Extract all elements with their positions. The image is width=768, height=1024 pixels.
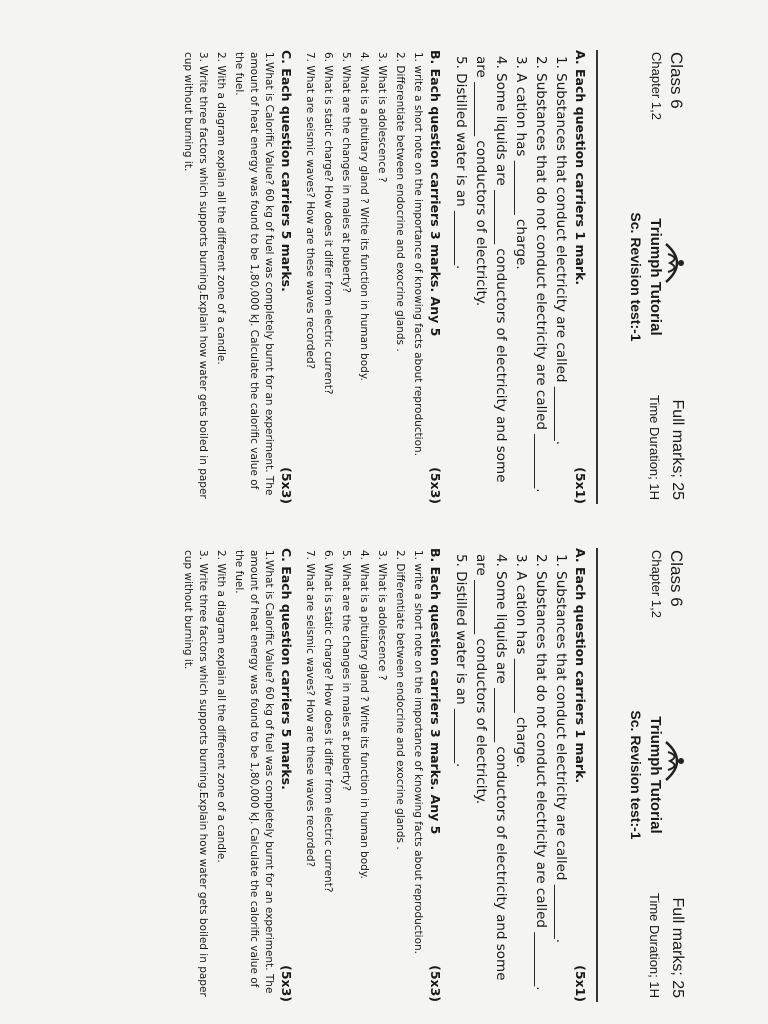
question-item: 1. write a short note on the importance of knowing facts about reproduction.	[412, 52, 424, 456]
section-a-title: A. Each question carriers 1 mark.	[573, 50, 588, 286]
question-item: 2. With a diagram explain all the different zone of a candle.	[215, 550, 227, 863]
section-b-marks: (5x3)	[428, 965, 443, 1002]
question-item: 1. Substances that conduct electricity are called ________.	[553, 554, 569, 944]
section-b-heading	[428, 50, 443, 504]
question-item: 4. What is a pituitary gland ? Write its function in human body.	[358, 550, 370, 879]
section-a-heading	[573, 548, 588, 1002]
class-label: Class 6	[667, 52, 686, 109]
section-a-marks: (5x1)	[573, 965, 588, 1002]
question-item: 2. Substances that do not conduct electricity are called ________.	[533, 554, 549, 991]
section-a-heading	[573, 50, 588, 504]
institute-logo-icon	[662, 240, 690, 286]
section-b-marks: (5x3)	[428, 467, 443, 504]
question-item: 3. Write three factors which supports burning.Explain how water gets boiled in paper cup without burning it.	[182, 550, 209, 997]
question-item: 7. What are seismic waves? How are these waves recorded?	[304, 52, 316, 370]
section-b-heading	[428, 548, 443, 1002]
section-a-marks: (5x1)	[573, 467, 588, 504]
question-item: 7. What are seismic waves? How are these waves recorded?	[304, 550, 316, 868]
question-item: 2. Differentiate between endocrine and exocrine glands .	[394, 550, 406, 850]
question-item: 4. Some liquids are ________ conductors of electricity and some are ________ conductors of electricity.	[473, 554, 509, 981]
question-item: 5. What are the changes in males at puberty?	[340, 550, 352, 791]
question-paper-copy-1	[40, 42, 700, 512]
paper-header	[596, 548, 690, 1002]
full-marks: Full marks; 25	[669, 897, 686, 998]
section-a-questions	[451, 554, 571, 1002]
chapter-label: Chapter 1,2	[649, 550, 664, 618]
question-item: 4. What is a pituitary gland ? Write its function in human body.	[358, 52, 370, 381]
test-title: Sc. Revision test:-1	[628, 710, 644, 840]
section-b-questions	[302, 52, 425, 504]
section-c-questions	[180, 52, 276, 504]
question-item: 1.What is Calorific Value? 60 kg of fuel was completely burnt for an experiment. The amount of heat energy was found to be 1,80,000 kJ. Calculate the calorific value of the fuel.	[233, 52, 275, 496]
question-item: 3. A cation has ________ charge.	[513, 56, 529, 270]
question-item: 3. What is adolescence ?	[376, 52, 388, 183]
question-item: 1.What is Calorific Value? 60 kg of fuel was completely burnt for an experiment. The amount of heat energy was found to be 1,80,000 kJ. Calculate the calorific value of the fuel.	[233, 550, 275, 994]
class-label: Class 6	[667, 550, 686, 607]
section-c-marks: (5x3)	[279, 965, 294, 1002]
question-item: 3. What is adolescence ?	[376, 550, 388, 681]
question-item: 5. What are the changes in males at puberty?	[340, 52, 352, 293]
institute-logo-icon	[662, 738, 690, 784]
question-item: 1. Substances that conduct electricity are called ________.	[553, 56, 569, 446]
section-a-title: A. Each question carriers 1 mark.	[573, 548, 588, 784]
section-b-title: B. Each question carriers 3 marks. Any 5	[428, 50, 443, 337]
institute-name: Triumph Tutorial	[647, 716, 664, 834]
full-marks: Full marks; 25	[669, 399, 686, 500]
section-c-questions	[180, 550, 276, 1002]
section-b-title: B. Each question carriers 3 marks. Any 5	[428, 548, 443, 835]
section-c-heading	[279, 548, 294, 1002]
question-item: 1. write a short note on the importance of knowing facts about reproduction.	[412, 550, 424, 954]
question-item: 3. A cation has ________ charge.	[513, 554, 529, 768]
question-item: 6. What is static charge? How does it differ from electric current?	[322, 550, 334, 893]
time-duration: Time Duration; 1H	[647, 893, 662, 998]
question-item: 2. Differentiate between endocrine and exocrine glands .	[394, 52, 406, 352]
institute-name: Triumph Tutorial	[647, 218, 664, 336]
section-c-marks: (5x3)	[279, 467, 294, 504]
time-duration: Time Duration; 1H	[647, 395, 662, 500]
question-item: 6. What is static charge? How does it differ from electric current?	[322, 52, 334, 395]
section-c-title: C. Each question carriers 5 marks.	[279, 548, 294, 790]
section-c-heading	[279, 50, 294, 504]
section-a-questions	[451, 56, 571, 504]
question-item: 2. Substances that do not conduct electricity are called ________.	[533, 56, 549, 493]
paper-header	[596, 50, 690, 504]
question-item: 4. Some liquids are ________ conductors of electricity and some are ________ conductors of electricity.	[473, 56, 509, 483]
question-paper-copy-2	[40, 540, 700, 1010]
question-item: 2. With a diagram explain all the different zone of a candle.	[215, 52, 227, 365]
question-item: 5. Distilled water is an ________.	[453, 554, 469, 768]
section-c-title: C. Each question carriers 5 marks.	[279, 50, 294, 292]
section-b-questions	[302, 550, 425, 1002]
question-item: 3. Write three factors which supports burning.Explain how water gets boiled in paper cup without burning it.	[182, 52, 209, 499]
question-item: 5. Distilled water is an ________.	[453, 56, 469, 270]
test-title: Sc. Revision test:-1	[628, 212, 644, 342]
chapter-label: Chapter 1,2	[649, 52, 664, 120]
